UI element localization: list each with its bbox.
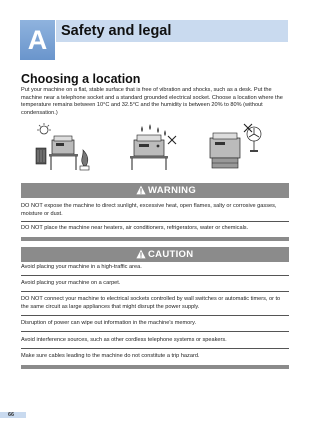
caution-item: Avoid interference sources, such as other cordless telephone systems or speakers. [21, 337, 227, 343]
caution-header [21, 247, 289, 262]
page-number: 66 [8, 412, 15, 418]
caution-footer-bar [21, 365, 289, 369]
heat-and-flame-hazard-illustration [34, 122, 92, 172]
warning-header [21, 183, 289, 198]
caution-item: Avoid placing your machine on a carpet. [21, 280, 121, 286]
table-icon [49, 154, 78, 170]
warning-callout [21, 183, 289, 243]
warning-item: DO NOT expose the machine to direct sunlight, excessive heat, open flames, salty or corrosive gasses, moisture or dust. [21, 203, 277, 217]
warning-label: WARNING [148, 185, 197, 196]
chapter-letter: A [27, 25, 48, 55]
splash-and-dust-hazard-illustration [120, 122, 180, 172]
caution-callout [21, 247, 289, 402]
chapter-title: Safety and legal [61, 23, 172, 39]
caution-item: DO NOT connect your machine to electrical sockets controlled by wall switches or automatic timers, or to the same circuit as large appliances that might disrupt the power supply. [21, 296, 281, 310]
chapter-letter-box [20, 20, 55, 60]
fan-icon [247, 127, 261, 152]
warning-triangle-icon [136, 185, 146, 195]
caution-item: Avoid placing your machine in a high-traffic area. [21, 264, 142, 270]
appliance-nearby-hazard-illustration [206, 122, 268, 172]
section-heading: Choosing a location [21, 72, 141, 86]
caution-label: CAUTION [148, 249, 194, 260]
divider [21, 315, 289, 316]
divider [21, 348, 289, 349]
sun-icon [37, 123, 51, 134]
divider [21, 221, 289, 222]
flame-icon [80, 150, 89, 170]
prohibited-x-icon [168, 136, 176, 144]
intro-paragraph: Put your machine on a flat, stable surface that is free of vibration and shocks, such as a desk. Put the machine near a telephone socket and a standard grounded electrical socket. Choose a location where the temperature remains between 10°C and 32.5°C and the humidity is between 20% to 80% (without condensation.) [21, 87, 283, 116]
machine-icon [52, 136, 74, 154]
machine-icon [134, 135, 164, 156]
warning-footer-bar [21, 237, 289, 241]
caution-item: Disruption of power can wipe out information in the machine's memory. [21, 320, 197, 326]
heater-icon [36, 148, 46, 164]
caution-item: Make sure cables leading to the machine do not constitute a trip hazard. [21, 353, 200, 359]
machine-icon [210, 133, 240, 168]
divider [21, 275, 289, 276]
divider [21, 291, 289, 292]
water-drops-icon [141, 124, 166, 136]
warning-item: DO NOT place the machine near heaters, air conditioners, refrigerators, water or chemicals. [21, 225, 249, 231]
caution-triangle-icon [136, 249, 146, 259]
divider [21, 331, 289, 332]
table-icon [130, 156, 168, 170]
